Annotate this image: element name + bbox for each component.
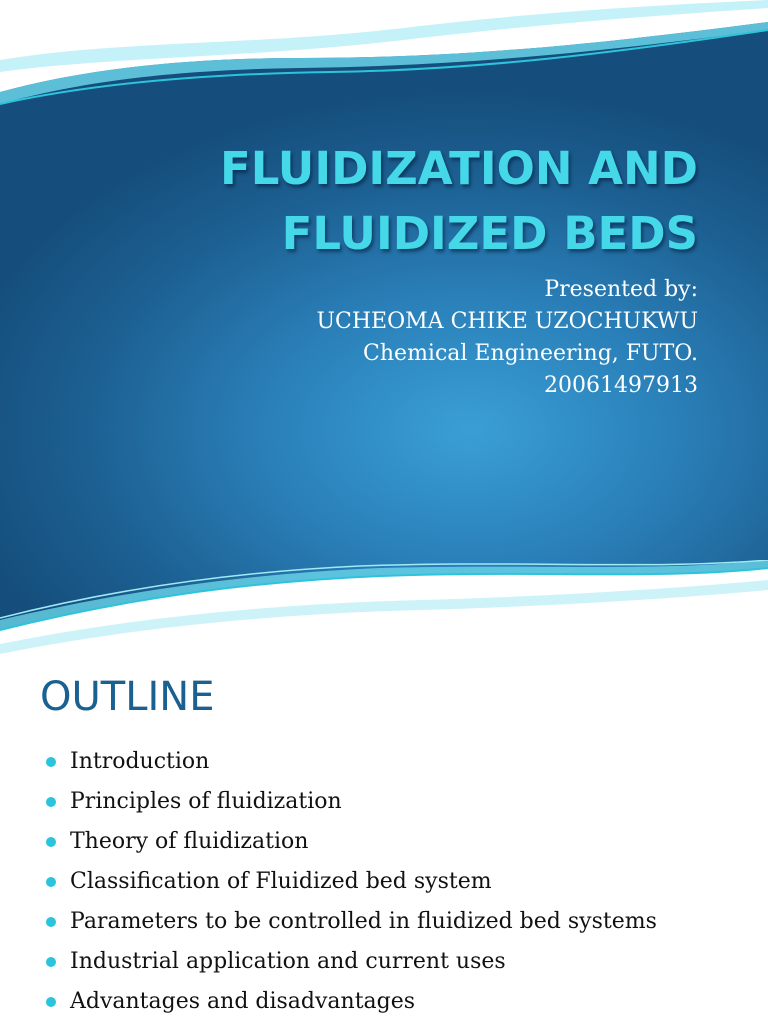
list-item: Theory of fluidization <box>44 822 657 862</box>
bullet-icon <box>46 917 56 927</box>
title-line-1: FLUIDIZATION AND <box>219 142 698 195</box>
top-wave-decoration <box>0 0 768 110</box>
bullet-icon <box>46 997 56 1007</box>
bullet-icon <box>46 837 56 847</box>
bullet-icon <box>46 797 56 807</box>
bullet-icon <box>46 877 56 887</box>
bullet-icon <box>46 957 56 967</box>
outline-slide <box>0 662 768 1024</box>
bullet-icon <box>46 757 56 767</box>
list-item: Industrial application and current uses <box>44 942 657 982</box>
list-item: Classification of Fluidized bed system <box>44 862 657 902</box>
presenter-department: Chemical Engineering, FUTO. <box>363 341 698 366</box>
bottom-wave-decoration <box>0 560 768 662</box>
presenter-name: UCHEOMA CHIKE UZOCHUKWU <box>316 309 698 334</box>
title-line-2: FLUIDIZED BEDS <box>281 207 698 260</box>
list-item: Advantages and disadvantages <box>44 982 657 1022</box>
presented-by-label: Presented by: <box>544 277 698 302</box>
list-item: Introduction <box>44 742 657 782</box>
list-item: Parameters to be controlled in fluidized bed systems <box>44 902 657 942</box>
slide-title <box>98 136 698 266</box>
outline-list <box>44 742 657 1022</box>
outline-heading: OUTLINE <box>40 674 215 720</box>
presenter-info <box>98 274 698 402</box>
list-item: Principles of fluidization <box>44 782 657 822</box>
presenter-id: 20061497913 <box>544 373 698 398</box>
